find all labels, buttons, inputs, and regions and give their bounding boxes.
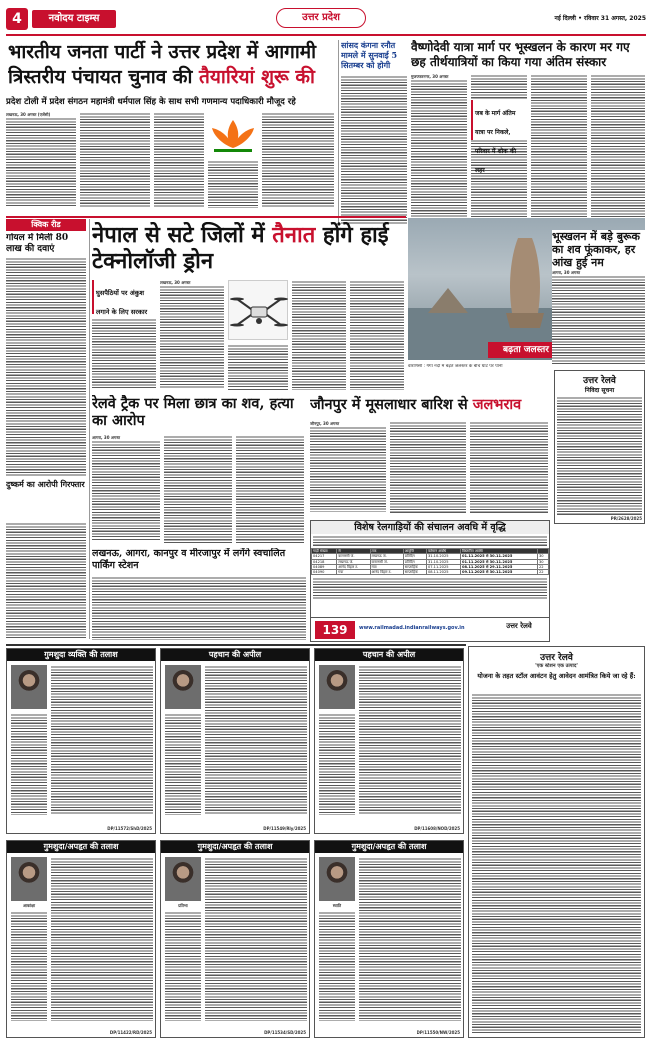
cell: साप्ताहिक xyxy=(403,570,426,575)
nepal-deck xyxy=(92,280,156,314)
dateline-bar xyxy=(506,12,646,26)
tender-title: उत्तर रेलवे xyxy=(583,376,616,386)
dateline-text: नई दिल्ली • रविवार 31 अगस्त, 2025 xyxy=(554,15,646,22)
jaunpur-body-2 xyxy=(390,421,466,513)
lead-story xyxy=(6,38,336,210)
lead-body-4 xyxy=(208,160,258,208)
quick-read-label: क्विक रीड xyxy=(6,219,86,231)
col-header: गाड़ी संख्या xyxy=(312,549,337,554)
notice-body xyxy=(11,911,47,1021)
notice-body xyxy=(165,713,201,815)
lead-deck xyxy=(6,96,336,108)
flood-caption-text: वाराणसी : गंगा नदी में बढ़ते जलस्तर के बीच घाट पर पानी xyxy=(408,364,503,369)
missing-notice xyxy=(314,840,464,1038)
rail-headline-text: रेलवे ट्रैक पर मिला छात्र का शव, हत्या का आरोप xyxy=(92,395,294,429)
rail-dateline: आगरा, 30 अगस्त xyxy=(92,435,121,440)
cell: 08.11.2025 से 29.11.2025 xyxy=(460,564,537,569)
nepal-headline xyxy=(92,222,404,276)
lead-body-3 xyxy=(154,112,204,208)
quick-read-subhead-text: दुष्कर्म का आरोपी गिरफ्तार xyxy=(6,479,85,489)
railway-brand: उत्तर रेलवे xyxy=(506,622,532,630)
divider xyxy=(338,40,339,225)
cell: गया xyxy=(370,564,403,569)
cell: 01.11.2025 से 30.11.2025 xyxy=(460,559,537,564)
tender-ref: PR/2628/2025 xyxy=(610,516,642,521)
appeal-notice xyxy=(314,648,464,834)
missing-title: गुमशुदा/अपहृत की तलाश xyxy=(161,841,309,853)
section-label xyxy=(276,8,366,28)
lead-headline-text: भारतीय जनता पार्टी ने उत्तर प्रदेश में आगामी त्रिस्तरीय पंचायत चुनाव की तैयारियां शुरू की xyxy=(8,41,317,88)
rail-headline xyxy=(92,395,306,431)
vaishno-body-4 xyxy=(591,74,645,224)
cell: आनंद विहार ट. xyxy=(337,564,370,569)
notice-body xyxy=(51,857,153,1021)
landslide-story xyxy=(552,230,645,370)
lead-body-2 xyxy=(80,112,150,208)
cell: साप्ताहिक xyxy=(403,564,426,569)
person-name: प्रतिभा xyxy=(178,903,188,908)
nepal-deck-text: घुसपैठियों पर अंकुश लगाने के लिए सरकार xyxy=(96,289,148,316)
jaunpur-col-1 xyxy=(310,421,386,513)
cell: प्रतिदिन xyxy=(403,559,426,564)
stations-body xyxy=(92,576,306,640)
landslide-headline-text: भूस्खलन में बड़े बुरूक का शव फूंकाकर, हर आंख हुई नम xyxy=(552,230,640,269)
cell: आनंद विहार ट. xyxy=(370,570,403,575)
missing-title: गुमशुदा व्यक्ति की तलाश xyxy=(7,649,155,661)
stall-notice xyxy=(468,646,645,1038)
cell: 07.11.2025 xyxy=(426,564,460,569)
rail-col-1 xyxy=(92,435,160,543)
notice-body xyxy=(165,911,201,1021)
cell: लखनऊ जं. xyxy=(337,559,370,564)
notice-ref: DP/11608/NOD/2025 xyxy=(414,826,460,831)
missing-notice xyxy=(6,840,156,1038)
notice-body xyxy=(319,911,355,1021)
stations-headline xyxy=(92,548,306,574)
vaishno-headline-text: वैष्णोदेवी यात्रा मार्ग पर भूस्खलन के कारण मर गए छह तीर्थयात्रियों का किया गया अंतिम संस्कार xyxy=(411,40,630,69)
divider xyxy=(6,644,466,646)
lead-body-5 xyxy=(262,112,334,208)
masthead xyxy=(6,4,646,38)
lead-body-1 xyxy=(6,117,76,207)
trains-title: विशेष रेलगाड़ियों की संचालन अवधि में वृद्धि xyxy=(311,521,549,534)
brief-headline xyxy=(341,40,407,72)
headline-highlight: जलभराव xyxy=(472,396,522,413)
cell: 31.10.2025 xyxy=(426,554,460,559)
cell: वाराणसी जं. xyxy=(370,559,403,564)
missing-title: गुमशुदा/अपहृत की तलाश xyxy=(7,841,155,853)
bjp-logo xyxy=(208,116,258,156)
vaishno-body-1 xyxy=(411,79,467,219)
flood-banner: बढ़ता जलस्तर xyxy=(488,342,564,358)
section-name: उत्तर प्रदेश xyxy=(302,12,340,23)
quick-read-body xyxy=(6,257,86,477)
cell: 09.11.2025 से 30.11.2025 xyxy=(460,570,537,575)
person-photo xyxy=(165,665,201,709)
stall-body xyxy=(472,693,641,1033)
nepal-dateline: लखनऊ, 30 अगस्त xyxy=(160,280,191,285)
cell: 30 xyxy=(538,559,549,564)
nepal-body-2 xyxy=(160,285,224,389)
brand-logo xyxy=(32,10,116,28)
jaunpur-headline xyxy=(310,395,550,417)
rail-body-3 xyxy=(236,435,304,543)
cell: वाराणसी जं. xyxy=(337,554,370,559)
lead-headline xyxy=(8,40,334,92)
vaishno-headline xyxy=(411,40,645,70)
col-header: आवृत्ति xyxy=(403,549,426,554)
cell: 04090 xyxy=(312,570,337,575)
person-name: आकांक्षा xyxy=(22,903,36,908)
pull-quote-text: जब के मार्ग अंतिम यात्रा पर निकले, परिवार में शोक की लहर xyxy=(475,110,517,174)
cell: 04218 xyxy=(312,559,337,564)
jaunpur-body-3 xyxy=(470,421,548,513)
vaishno-col-1 xyxy=(411,74,467,224)
person-photo xyxy=(319,857,355,901)
notice-body xyxy=(359,857,461,1021)
jaunpur-story xyxy=(310,395,550,515)
vaishno-body-3 xyxy=(531,74,587,224)
stall-heading xyxy=(472,672,641,690)
rail-body-2 xyxy=(164,435,232,543)
quick-read xyxy=(6,219,86,519)
notice-ref: DP/11422/RD/2025 xyxy=(109,1030,152,1035)
vaishno-dateline: मुजफ्फरनगर, 30 अगस्त xyxy=(411,74,449,79)
notice-body xyxy=(319,713,355,815)
trains-table xyxy=(311,548,549,575)
person-photo xyxy=(11,857,47,901)
col-header: तक xyxy=(370,549,403,554)
lead-dateline: लखनऊ, 30 अगस्त (एजेंसी) xyxy=(6,112,51,117)
cell: लखनऊ जं. xyxy=(370,554,403,559)
masthead-rule xyxy=(6,34,646,36)
missing-notice xyxy=(6,648,156,834)
divider xyxy=(6,216,406,218)
stations-headline-text: लखनऊ, आगरा, कानपुर व मीरजापुर में लगेंगे स्वचालित पार्किंग स्टेशन xyxy=(92,548,286,571)
stall-title: उत्तर रेलवे xyxy=(540,653,573,663)
person-photo xyxy=(319,665,355,709)
nepal-story xyxy=(92,222,404,392)
notice-ref: DP/11549/Rly/2025 xyxy=(263,826,306,831)
headline-highlight: तैयारियां शुरू की xyxy=(199,66,315,88)
landslide-headline xyxy=(552,230,645,270)
cell: प्रतिदिन xyxy=(403,554,426,559)
appeal-title: पहचान की अपील xyxy=(315,649,463,661)
cell: 04217 xyxy=(312,554,337,559)
stall-subtitle: 'एक स्टेशन एक उत्पाद' xyxy=(535,663,578,669)
drone-photo xyxy=(228,280,288,340)
table-row xyxy=(312,570,549,575)
notice-body xyxy=(205,665,307,815)
jaunpur-headline-text: जौनपुर में मूसलाधार बारिश से जलभराव xyxy=(310,396,522,413)
cell: 22 xyxy=(538,570,549,575)
cell: 30 xyxy=(538,554,549,559)
quick-read-subhead xyxy=(6,479,86,499)
cell: 08.11.2025 xyxy=(426,570,460,575)
trains-intro xyxy=(313,535,547,547)
nepal-body-1 xyxy=(92,318,156,390)
col-header: वर्तमान अवधि xyxy=(426,549,460,554)
cell: 31.10.2025 xyxy=(426,559,460,564)
rail-body-1 xyxy=(92,440,160,540)
quick-read-headline xyxy=(6,233,86,255)
trains-footer xyxy=(311,617,549,641)
trains-notes xyxy=(313,577,547,599)
rail-story xyxy=(92,395,306,545)
person-name: स्वाति xyxy=(332,903,342,908)
appeal-title: पहचान की अपील xyxy=(161,649,309,661)
nepal-body-4 xyxy=(292,280,346,390)
brief-body xyxy=(341,75,407,225)
page-number: 4 xyxy=(6,8,28,30)
nepal-body-3 xyxy=(228,344,288,390)
landslide-dateline: आगरा, 30 अगस्त xyxy=(552,270,581,275)
pull-quote xyxy=(471,100,527,174)
missing-title: गुमशुदा/अपहृत की तलाश xyxy=(315,841,463,853)
jaunpur-dateline: जौनपुर, 30 अगस्त xyxy=(310,421,340,426)
kangana-brief xyxy=(341,40,407,220)
tender-subtitle: निविदा सूचना xyxy=(584,387,615,394)
landslide-body xyxy=(552,275,645,365)
brand-name: नवोदय टाइम्स xyxy=(48,13,100,24)
headline-highlight: तैनात xyxy=(272,222,316,248)
col-header: विस्तारित अवधि xyxy=(460,549,537,554)
cell: 04089 xyxy=(312,564,337,569)
notice-body xyxy=(205,857,307,1021)
divider xyxy=(89,219,90,639)
person-photo xyxy=(165,857,201,901)
helpline-web: www.railmadad.indianrailways.gov.in xyxy=(359,625,465,631)
jaunpur-body-1 xyxy=(310,426,386,512)
brief-headline-text: सांसद कंगना रनौत मामले में सुनवाई 5 सितम्बर को होगी xyxy=(341,40,398,70)
special-trains-ad xyxy=(310,520,550,642)
helpline-number: 139 xyxy=(315,621,355,639)
notice-ref: DP/11550/NW/2025 xyxy=(416,1030,460,1035)
nepal-headline-text: नेपाल से सटे जिलों में तैनात होंगे हाई टेक्नोलॉजी ड्रोन xyxy=(92,222,389,274)
notice-body xyxy=(51,665,153,815)
lead-col-1 xyxy=(6,112,76,208)
missing-notice xyxy=(160,840,310,1038)
quick-read-headline-text: गोयल में मिली 80 लाख की दवाएं xyxy=(6,233,69,254)
tender-body xyxy=(557,396,642,516)
notice-ref: DP/11534/SD/2025 xyxy=(264,1030,306,1035)
nepal-col-2 xyxy=(160,280,224,390)
lead-deck-text: प्रदेश टोली में प्रदेश संगठन महामंत्री धर्मपाल सिंह के साथ सभी गणमान्य पदाधिकारी मौजूद रहे xyxy=(6,97,296,107)
notice-ref: DP/11572/ShD/2025 xyxy=(107,826,152,831)
notice-body xyxy=(359,665,461,815)
quick-read-body-2 xyxy=(6,522,86,638)
tender-notice xyxy=(554,370,645,524)
nepal-body-5 xyxy=(350,280,404,390)
cell: 22 xyxy=(538,564,549,569)
drone-icon xyxy=(229,281,289,341)
vaishno-story xyxy=(411,40,645,230)
stall-heading-text: योजना के तहत स्टॉल आवंटन हेतु आवेदन आमंत्रित किये जा रहे हैं: xyxy=(477,672,636,680)
stations-story xyxy=(92,548,306,642)
cell: 01.11.2025 से 30.11.2025 xyxy=(460,554,537,559)
notice-body xyxy=(11,713,47,815)
person-photo xyxy=(11,665,47,709)
cell: गया xyxy=(337,570,370,575)
col-header: से xyxy=(337,549,370,554)
lotus-icon xyxy=(208,116,258,156)
appeal-notice xyxy=(160,648,310,834)
